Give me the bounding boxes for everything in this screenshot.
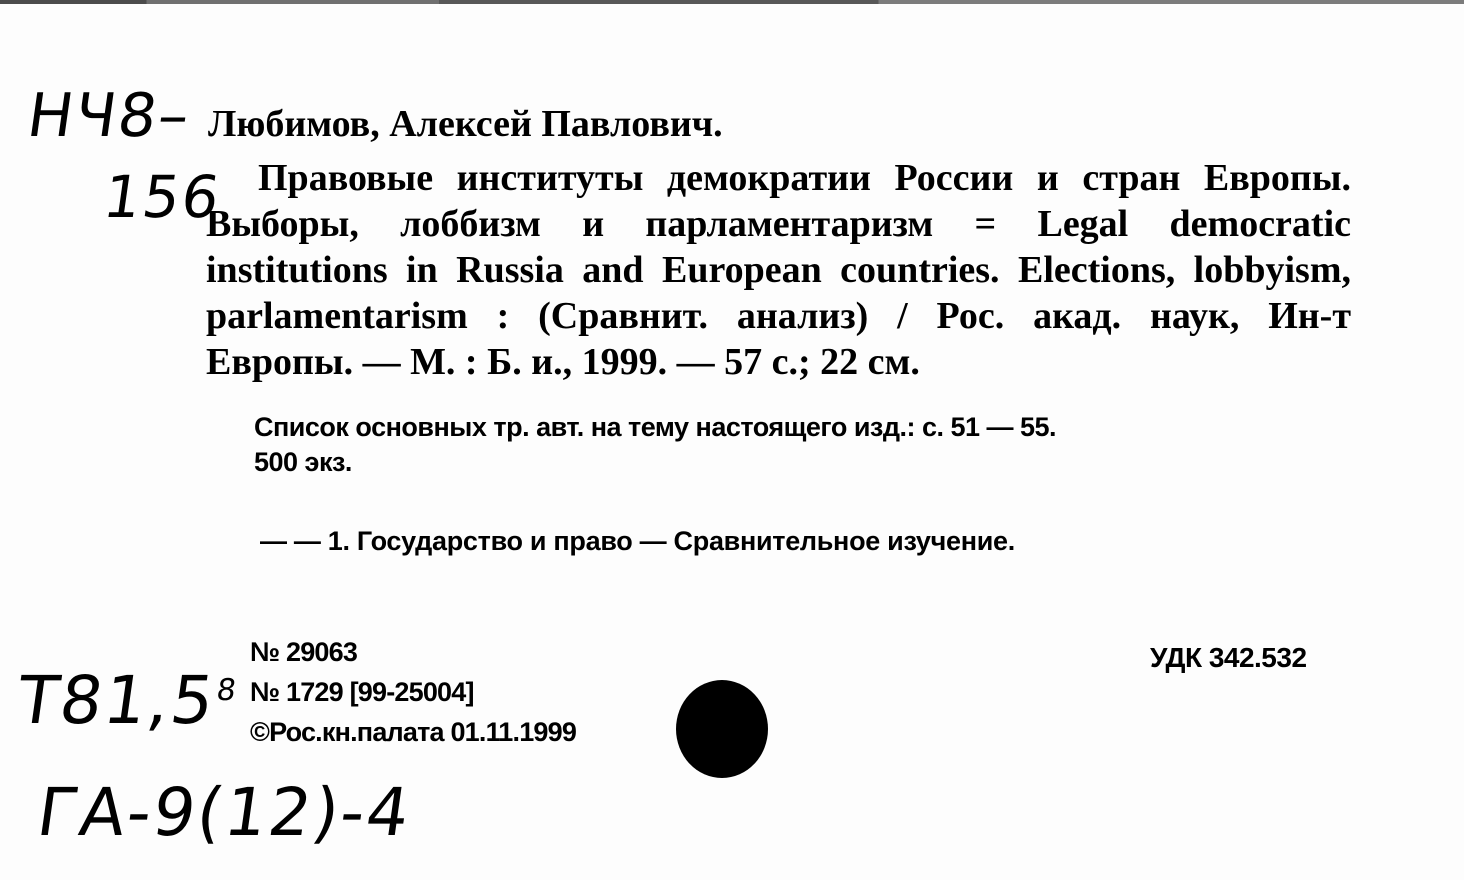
handwritten-classification [12, 662, 241, 739]
record-copyright: ©Рос.кн.палата 01.11.1999 [250, 717, 577, 747]
handwritten-bottom-code: ГА-9(12)-4 [32, 774, 416, 851]
card-punch-hole [676, 680, 768, 778]
card-top-edge [0, 0, 1464, 4]
record-number-2: № 1729 [99-25004] [250, 677, 474, 707]
record-subject: — — 1. Государство и право — Сравнительное изучение. [260, 526, 1015, 556]
note-bibliography: Список основных тр. авт. на тему настоящего изд.: с. 51 — 55. [254, 412, 1057, 442]
record-number-1: № 29063 [250, 637, 358, 667]
classification-main: Т81,5 [12, 662, 221, 739]
handwritten-shelfmark-number: 156 [99, 163, 226, 231]
record-author: Любимов, Алексей Павлович. [208, 103, 723, 145]
note-copies: 500 экз. [254, 447, 352, 477]
record-notes [254, 410, 1056, 480]
record-meta [250, 632, 576, 752]
classification-superscript: 8 [214, 673, 241, 708]
handwritten-shelfmark-top: НЧ8– [23, 81, 196, 151]
record-udk: УДК 342.532 [1150, 642, 1307, 673]
record-description: Правовые институты демократии России и стран Европы. Выборы, лоббизм и парламентаризм = Legal democratic institutions in Russia and European countries. Elections, lobbyism, parlamentarism : (Сравнит. анализ) / Рос. акад. наук, Ин-т Европы. — М. : Б. и., 1999. — 57 с.; 22 см. [206, 157, 1351, 383]
